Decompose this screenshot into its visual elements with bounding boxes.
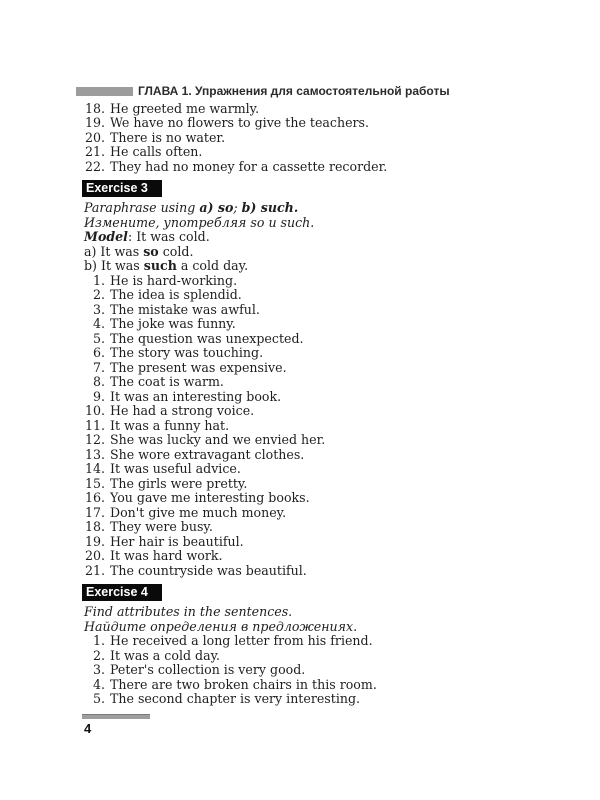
list-item-number: 4. bbox=[92, 316, 105, 331]
list-item-number: 15. bbox=[84, 475, 105, 491]
header-bar-decoration bbox=[76, 87, 133, 96]
list-item bbox=[84, 634, 544, 649]
list-item bbox=[84, 390, 544, 405]
text-segment: a) It was bbox=[84, 243, 144, 259]
list-item-text: He greeted me warmly. bbox=[110, 100, 260, 116]
list-item bbox=[84, 491, 544, 506]
list-item-text: It was useful advice. bbox=[110, 461, 241, 476]
list-item bbox=[84, 663, 544, 678]
exercise4-label: Exercise 4 bbox=[82, 584, 162, 601]
list-item bbox=[84, 477, 544, 492]
text-segment: b) It was bbox=[84, 258, 144, 273]
exercise3-example-a bbox=[84, 245, 544, 260]
list-item-number: 19. bbox=[84, 115, 105, 130]
exercise3-model-line bbox=[84, 230, 544, 245]
list-item-text: It was hard work. bbox=[110, 548, 223, 563]
footer-bar-decoration bbox=[82, 714, 150, 719]
list-item bbox=[84, 375, 544, 390]
list-item-text: Peter's collection is very good. bbox=[110, 662, 306, 677]
text-segment: such bbox=[143, 258, 177, 273]
exercise3-instruction-ru bbox=[84, 216, 544, 231]
text-segment: : It was cold. bbox=[127, 229, 210, 244]
list-item bbox=[84, 649, 544, 664]
list-item-text: The question was unexpected. bbox=[110, 330, 304, 346]
list-item-text: The joke was funny. bbox=[110, 316, 236, 331]
list-item-text: You gave me interesting books. bbox=[110, 490, 310, 505]
list-item bbox=[84, 549, 544, 564]
text-segment: Model bbox=[84, 229, 128, 244]
list-item-text: It was an interesting book. bbox=[110, 388, 282, 404]
list-item bbox=[84, 448, 544, 463]
list-item-number: 14. bbox=[84, 461, 105, 476]
list-item-text: It was a cold day. bbox=[110, 647, 221, 663]
list-item bbox=[84, 102, 544, 117]
list-item bbox=[84, 564, 544, 579]
list-item-number: 10. bbox=[84, 403, 105, 418]
text-segment: such. bbox=[260, 200, 299, 215]
list-item bbox=[84, 332, 544, 347]
list-item-number: 2. bbox=[92, 647, 105, 663]
list-item-number: 5. bbox=[92, 330, 105, 346]
list-item-number: 13. bbox=[84, 446, 105, 462]
list-item-number: 1. bbox=[92, 633, 105, 648]
list-item bbox=[84, 462, 544, 477]
list-item-text: We have no flowers to give the teachers. bbox=[110, 115, 370, 130]
list-item-number: 18. bbox=[84, 100, 105, 116]
list-item-number: 3. bbox=[92, 662, 105, 677]
list-item-text: She wore extravagant clothes. bbox=[110, 446, 305, 462]
list-item-number: 17. bbox=[84, 504, 105, 520]
list-item-text: He is hard-working. bbox=[110, 272, 238, 288]
exercise4-instruction-en: Find attributes in the sentences. bbox=[84, 604, 293, 619]
list-item-text: The story was touching. bbox=[110, 345, 264, 360]
exercise3-label-row bbox=[84, 174, 544, 201]
list-item bbox=[84, 361, 544, 376]
list-item-text: The countryside was beautiful. bbox=[110, 562, 307, 578]
list-item-text: The present was expensive. bbox=[110, 359, 287, 375]
list-item-number: 21. bbox=[84, 562, 105, 578]
text-segment: b) bbox=[241, 200, 261, 215]
list-item-text: There are two broken chairs in this room. bbox=[110, 676, 377, 692]
exercise3-instruction-en bbox=[84, 201, 544, 216]
list-item-number: 11. bbox=[84, 417, 105, 433]
list-item bbox=[84, 433, 544, 448]
text-segment: a) bbox=[199, 200, 218, 215]
exercise4-label-row bbox=[84, 578, 544, 605]
list-item-text: The coat is warm. bbox=[110, 374, 224, 389]
list-item-number: 3. bbox=[92, 301, 105, 317]
list-item-number: 9. bbox=[92, 388, 105, 404]
list-item bbox=[84, 506, 544, 521]
list-item bbox=[84, 288, 544, 303]
list-item-text: They were busy. bbox=[110, 519, 213, 534]
list-item-text: He received a long letter from his friend. bbox=[110, 633, 373, 648]
exercise4-instruction-ru: Найдите определения в предложениях. bbox=[84, 618, 358, 634]
page-number: 4 bbox=[84, 720, 92, 736]
list-item-text: They had no money for a cassette recorder. bbox=[110, 158, 388, 174]
list-item bbox=[84, 116, 544, 131]
list-item bbox=[84, 404, 544, 419]
list-item bbox=[84, 317, 544, 332]
list-item-number: 12. bbox=[84, 432, 105, 447]
list-item bbox=[84, 131, 544, 146]
list-item-text: The girls were pretty. bbox=[110, 475, 248, 491]
list-item bbox=[84, 692, 544, 707]
text-segment: so bbox=[217, 200, 234, 215]
list-item-number: 22. bbox=[84, 158, 105, 174]
list-item-text: He had a strong voice. bbox=[110, 403, 255, 418]
text-segment: a cold day. bbox=[176, 258, 249, 273]
list-item-text: The second chapter is very interesting. bbox=[110, 691, 361, 706]
list-item-text: There is no water. bbox=[110, 129, 226, 145]
list-item-number: 8. bbox=[92, 374, 105, 389]
list-item-number: 20. bbox=[84, 129, 105, 145]
list-item-number: 18. bbox=[84, 519, 105, 534]
list-item bbox=[84, 419, 544, 434]
list-item-number: 20. bbox=[84, 548, 105, 563]
text-segment: ; bbox=[233, 200, 242, 215]
list-item-number: 1. bbox=[92, 272, 105, 288]
list-item bbox=[84, 520, 544, 535]
list-item-number: 19. bbox=[84, 533, 105, 549]
list-item bbox=[84, 145, 544, 160]
list-item-text: Her hair is beautiful. bbox=[110, 533, 244, 549]
list-item bbox=[84, 160, 544, 175]
exercise3-label: Exercise 3 bbox=[82, 180, 162, 197]
list-item-text: It was a funny hat. bbox=[110, 417, 230, 433]
exercise3-sentence-list bbox=[84, 274, 544, 579]
list-item-number: 16. bbox=[84, 490, 105, 505]
chapter-title: ГЛАВА 1. Упражнения для самостоятельной работы bbox=[138, 84, 450, 98]
exercise3-example-b bbox=[84, 259, 544, 274]
list-item-text: Don't give me much money. bbox=[110, 504, 287, 520]
page-footer bbox=[84, 714, 544, 737]
list-item-number: 7. bbox=[92, 359, 105, 375]
list-item-text: The mistake was awful. bbox=[110, 301, 260, 317]
text-segment: so bbox=[143, 243, 159, 259]
list-item bbox=[84, 535, 544, 550]
text-segment: Измените, употребляя so и such. bbox=[84, 214, 315, 230]
list-item bbox=[84, 678, 544, 693]
list-item bbox=[84, 346, 544, 361]
list-item-number: 4. bbox=[92, 676, 105, 692]
exercise4-sentence-list bbox=[84, 634, 544, 707]
list-item-text: The idea is splendid. bbox=[110, 287, 242, 302]
text-segment: Paraphrase using bbox=[84, 200, 200, 215]
list-item-number: 6. bbox=[92, 345, 105, 360]
list-item-number: 5. bbox=[92, 691, 105, 706]
list-item bbox=[84, 303, 544, 318]
list-item-number: 21. bbox=[84, 144, 105, 159]
chapter-header bbox=[76, 84, 544, 99]
list-item-number: 2. bbox=[92, 287, 105, 302]
list-item-text: She was lucky and we envied her. bbox=[110, 432, 326, 447]
list-item-text: He calls often. bbox=[110, 144, 203, 159]
carryover-list bbox=[84, 102, 544, 175]
list-item bbox=[84, 274, 544, 289]
text-segment: cold. bbox=[158, 243, 194, 259]
